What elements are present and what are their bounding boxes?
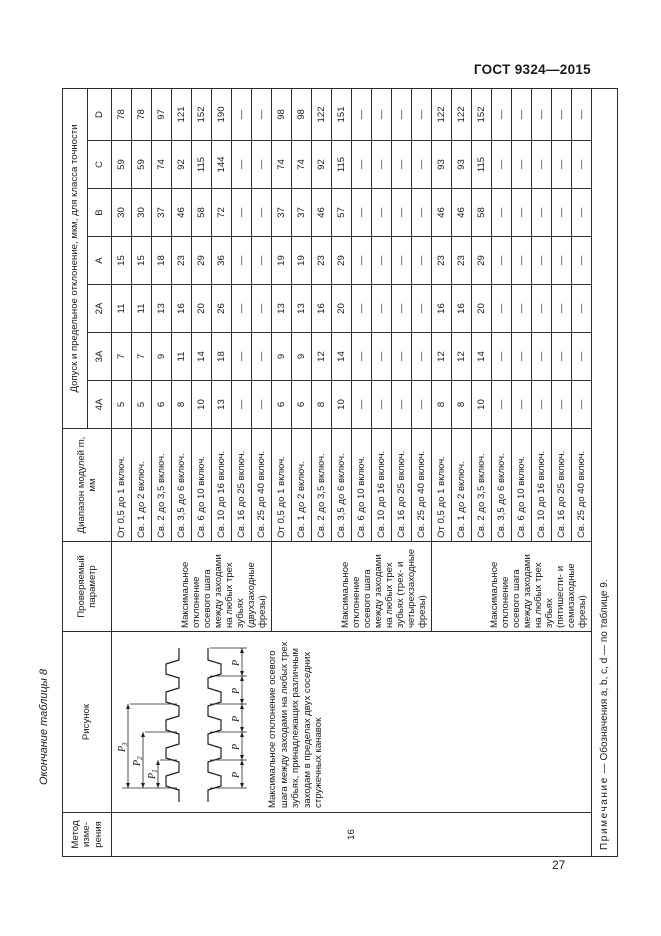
- tolerance-value-cell: —: [252, 381, 272, 429]
- tolerance-value-cell: —: [252, 189, 272, 237]
- tolerance-value-cell: 16: [312, 285, 332, 333]
- tolerance-value-cell: —: [232, 333, 252, 381]
- module-range-cell: Св. 2 до 3,5 включ.: [312, 429, 332, 542]
- label-p: P: [231, 771, 242, 778]
- label-p: P: [231, 659, 242, 666]
- tolerance-value-cell: —: [412, 141, 432, 189]
- tolerance-value-cell: —: [512, 189, 532, 237]
- label-p2: $P_2$: [132, 756, 144, 766]
- tolerance-value-cell: 37: [272, 189, 292, 237]
- tolerance-value-cell: 12: [312, 333, 332, 381]
- module-range-cell: Св. 10 до 16 включ.: [532, 429, 552, 542]
- tolerance-value-cell: —: [512, 381, 532, 429]
- tolerance-value-cell: 74: [272, 141, 292, 189]
- tolerance-value-cell: 6: [292, 381, 312, 429]
- tolerance-value-cell: —: [252, 333, 272, 381]
- tolerance-value-cell: —: [552, 88, 572, 140]
- tolerance-value-cell: —: [512, 333, 532, 381]
- tolerance-table: [62, 88, 618, 857]
- tolerance-value-cell: —: [572, 237, 592, 285]
- tolerance-value-cell: 30: [112, 189, 132, 237]
- tolerance-value-cell: —: [552, 333, 572, 381]
- page-number: 27: [552, 858, 566, 872]
- module-range-cell: Св. 25 до 40 включ.: [412, 429, 432, 542]
- module-range-cell: Св. 10 до 16 включ.: [212, 429, 232, 542]
- tolerance-value-cell: 98: [292, 88, 312, 140]
- arrowheads: [126, 648, 244, 788]
- tolerance-value-cell: —: [372, 237, 392, 285]
- range-column-header: Диапазон модулей m, мм: [63, 429, 112, 542]
- module-range-cell: Св. 2 до 3,5 включ.: [472, 429, 492, 542]
- tolerance-value-cell: —: [512, 237, 532, 285]
- tolerance-value-cell: 15: [112, 237, 132, 285]
- tolerance-value-cell: 10: [192, 381, 212, 429]
- tolerance-value-cell: 121: [172, 88, 192, 140]
- tolerance-value-cell: 14: [192, 333, 212, 381]
- module-range-cell: Св. 6 до 10 включ.: [352, 429, 372, 542]
- tolerance-value-cell: —: [232, 88, 252, 140]
- tolerance-value-cell: 9: [292, 333, 312, 381]
- tolerance-value-cell: —: [572, 141, 592, 189]
- tolerance-value-cell: 98: [272, 88, 292, 140]
- tolerance-value-cell: —: [572, 189, 592, 237]
- tolerance-value-cell: 92: [312, 141, 332, 189]
- tolerance-value-cell: —: [552, 285, 572, 333]
- tolerance-value-cell: —: [352, 333, 372, 381]
- module-range-cell: От 0,5 до 1 включ.: [432, 429, 452, 542]
- tolerance-value-cell: —: [392, 237, 412, 285]
- tolerance-value-cell: —: [512, 88, 532, 140]
- tolerance-value-cell: 9: [272, 333, 292, 381]
- tolerance-value-cell: 46: [452, 189, 472, 237]
- tolerance-value-cell: —: [352, 88, 372, 140]
- tolerance-column-header: Допуск и предельное отклонение, мкм, для класса точности: [63, 88, 88, 428]
- tolerance-value-cell: 13: [292, 285, 312, 333]
- thread-profile-top: [166, 648, 179, 802]
- tolerance-value-cell: 144: [212, 141, 232, 189]
- tolerance-value-cell: —: [532, 285, 552, 333]
- header-row: [63, 88, 88, 856]
- tolerance-value-cell: —: [392, 88, 412, 140]
- tolerance-value-cell: 190: [212, 88, 232, 140]
- tolerance-value-cell: 37: [152, 189, 172, 237]
- tolerance-value-cell: 6: [272, 381, 292, 429]
- tolerance-value-cell: 93: [432, 141, 452, 189]
- tolerance-value-cell: 8: [172, 381, 192, 429]
- tolerance-value-cell: 20: [332, 285, 352, 333]
- tolerance-value-cell: 5: [132, 381, 152, 429]
- tolerance-value-cell: —: [372, 285, 392, 333]
- module-range-cell: Св. 6 до 10 включ.: [512, 429, 532, 542]
- module-range-cell: Св. 6 до 10 включ.: [192, 429, 212, 542]
- tolerance-value-cell: —: [492, 141, 512, 189]
- tolerance-value-cell: —: [372, 88, 392, 140]
- thread-profile-bottom: [208, 648, 221, 802]
- tolerance-value-cell: 19: [292, 237, 312, 285]
- tolerance-value-cell: 18: [212, 333, 232, 381]
- tolerance-value-cell: —: [352, 141, 372, 189]
- class-header-b: В: [88, 189, 112, 237]
- class-header-4a: 4А: [88, 381, 112, 429]
- tolerance-value-cell: 115: [472, 141, 492, 189]
- module-range-cell: Св. 16 до 25 включ.: [232, 429, 252, 542]
- dimension-lines: [128, 648, 242, 788]
- tolerance-value-cell: 57: [332, 189, 352, 237]
- tolerance-value-cell: 16: [452, 285, 472, 333]
- tolerance-value-cell: 6: [152, 381, 172, 429]
- tolerance-value-cell: —: [412, 381, 432, 429]
- tolerance-value-cell: 15: [132, 237, 152, 285]
- module-range-cell: Св. 25 до 40 включ.: [572, 429, 592, 542]
- tolerance-value-cell: 37: [292, 189, 312, 237]
- tolerance-value-cell: 18: [152, 237, 172, 285]
- tolerance-value-cell: 19: [272, 237, 292, 285]
- tolerance-value-cell: —: [572, 333, 592, 381]
- tolerance-value-cell: —: [232, 285, 252, 333]
- tolerance-value-cell: 12: [432, 333, 452, 381]
- tolerance-value-cell: —: [372, 381, 392, 429]
- module-range-cell: От 0,5 до 1 включ.: [272, 429, 292, 542]
- tolerance-value-cell: —: [532, 381, 552, 429]
- tolerance-value-cell: —: [512, 285, 532, 333]
- class-header-c: С: [88, 141, 112, 189]
- class-header-2a: 2А: [88, 285, 112, 333]
- module-range-cell: Св. 25 до 40 включ.: [252, 429, 272, 542]
- figure-caption: Максимальное отклонение осевого шага между заходами на любых трех зубьях, принадлежащих различным заходам в пределах двух соседних стружечных канавок: [267, 641, 325, 808]
- tolerance-value-cell: 14: [472, 333, 492, 381]
- tolerance-value-cell: 7: [112, 333, 132, 381]
- tolerance-value-cell: 78: [132, 88, 152, 140]
- parameter-column-header: Проверяемый параметр: [63, 542, 112, 632]
- label-p3: $P_3$: [117, 742, 129, 752]
- module-range-cell: От 0,5 до 1 включ.: [112, 429, 132, 542]
- extension-lines: [122, 648, 247, 788]
- tolerance-value-cell: —: [232, 189, 252, 237]
- tolerance-value-cell: 8: [432, 381, 452, 429]
- tolerance-value-cell: 78: [112, 88, 132, 140]
- label-p: P: [231, 743, 242, 750]
- tolerance-value-cell: 23: [452, 237, 472, 285]
- tolerance-value-cell: —: [412, 285, 432, 333]
- tolerance-value-cell: —: [492, 189, 512, 237]
- parameter-cell: Максимальное отклонение осевого шага между заходами на любых трех зубьях (двухзаходные фрезы): [112, 542, 272, 632]
- tolerance-value-cell: —: [552, 141, 572, 189]
- tolerance-value-cell: —: [492, 333, 512, 381]
- tolerance-value-cell: —: [392, 333, 412, 381]
- note-row: [592, 88, 618, 856]
- tolerance-value-cell: —: [232, 381, 252, 429]
- tolerance-value-cell: 23: [432, 237, 452, 285]
- tolerance-value-cell: —: [492, 381, 512, 429]
- tolerance-value-cell: 97: [152, 88, 172, 140]
- tolerance-value-cell: —: [532, 237, 552, 285]
- tolerance-value-cell: 20: [472, 285, 492, 333]
- tolerance-value-cell: 16: [172, 285, 192, 333]
- tolerance-value-cell: —: [352, 189, 372, 237]
- tolerance-value-cell: 72: [212, 189, 232, 237]
- tolerance-value-cell: 122: [432, 88, 452, 140]
- tolerance-value-cell: 122: [452, 88, 472, 140]
- tolerance-value-cell: —: [252, 237, 272, 285]
- tolerance-value-cell: 13: [272, 285, 292, 333]
- class-header-a: А: [88, 237, 112, 285]
- table-row: [112, 88, 132, 856]
- tolerance-value-cell: 122: [312, 88, 332, 140]
- module-range-cell: Св. 1 до 2 включ.: [132, 429, 152, 542]
- tolerance-value-cell: 16: [432, 285, 452, 333]
- tolerance-value-cell: 26: [212, 285, 232, 333]
- tolerance-value-cell: —: [492, 237, 512, 285]
- table-note: Примечание — Обозначения a, b, c, d — по таблице 9.: [592, 88, 618, 856]
- tolerance-value-cell: 13: [212, 381, 232, 429]
- tolerance-value-cell: 20: [192, 285, 212, 333]
- tolerance-value-cell: 93: [452, 141, 472, 189]
- tolerance-value-cell: 23: [172, 237, 192, 285]
- tolerance-value-cell: —: [512, 141, 532, 189]
- tolerance-value-cell: —: [392, 381, 412, 429]
- tolerance-value-cell: 59: [112, 141, 132, 189]
- module-range-cell: Св. 16 до 25 включ.: [552, 429, 572, 542]
- tolerance-value-cell: 7: [132, 333, 152, 381]
- tolerance-value-cell: —: [572, 88, 592, 140]
- tolerance-value-cell: 13: [152, 285, 172, 333]
- tolerance-value-cell: —: [232, 237, 252, 285]
- tolerance-value-cell: 10: [332, 381, 352, 429]
- figure-column-header: Рисунок: [63, 632, 112, 813]
- tolerance-value-cell: 29: [472, 237, 492, 285]
- tolerance-value-cell: 151: [332, 88, 352, 140]
- tolerance-value-cell: 12: [452, 333, 472, 381]
- tolerance-value-cell: —: [392, 141, 412, 189]
- tolerance-value-cell: 36: [212, 237, 232, 285]
- class-header-3a: 3А: [88, 333, 112, 381]
- tolerance-value-cell: —: [352, 381, 372, 429]
- module-range-cell: Св. 2 до 3,5 включ.: [152, 429, 172, 542]
- standard-number: ГОСТ 9324—2015: [473, 62, 591, 77]
- module-range-cell: Св. 10 до 16 включ.: [372, 429, 392, 542]
- tolerance-value-cell: —: [572, 285, 592, 333]
- tolerance-value-cell: 92: [172, 141, 192, 189]
- tolerance-value-cell: —: [412, 237, 432, 285]
- rotated-table-wrapper: [62, 89, 610, 857]
- module-range-cell: Св. 1 до 2 включ.: [292, 429, 312, 542]
- tolerance-value-cell: 74: [292, 141, 312, 189]
- tolerance-value-cell: 5: [112, 381, 132, 429]
- tolerance-value-cell: 46: [172, 189, 192, 237]
- tolerance-value-cell: —: [532, 189, 552, 237]
- tolerance-value-cell: 11: [172, 333, 192, 381]
- tolerance-value-cell: —: [392, 189, 412, 237]
- module-range-cell: Св. 3,5 до 6 включ.: [172, 429, 192, 542]
- tolerance-value-cell: 29: [332, 237, 352, 285]
- tolerance-value-cell: —: [552, 189, 572, 237]
- tolerance-value-cell: —: [232, 141, 252, 189]
- tolerance-value-cell: 152: [472, 88, 492, 140]
- class-header-d: D: [88, 88, 112, 140]
- tolerance-value-cell: 58: [192, 189, 212, 237]
- thread-profile-figure: [112, 636, 262, 808]
- tolerance-value-cell: —: [492, 285, 512, 333]
- tolerance-value-cell: 59: [132, 141, 152, 189]
- tolerance-value-cell: —: [552, 237, 572, 285]
- tolerance-value-cell: —: [412, 88, 432, 140]
- tolerance-value-cell: —: [372, 333, 392, 381]
- tolerance-value-cell: 46: [312, 189, 332, 237]
- label-p1: $P_1$: [147, 769, 159, 779]
- tolerance-value-cell: —: [532, 333, 552, 381]
- tolerance-value-cell: 23: [312, 237, 332, 285]
- tolerance-value-cell: 115: [192, 141, 212, 189]
- tolerance-value-cell: 46: [432, 189, 452, 237]
- tolerance-value-cell: 74: [152, 141, 172, 189]
- tolerance-value-cell: —: [492, 88, 512, 140]
- tolerance-value-cell: 14: [332, 333, 352, 381]
- method-number: 16: [112, 813, 592, 857]
- tolerance-value-cell: 10: [472, 381, 492, 429]
- tolerance-value-cell: —: [532, 88, 552, 140]
- tolerance-value-cell: —: [372, 141, 392, 189]
- tolerance-value-cell: —: [372, 189, 392, 237]
- tolerance-value-cell: —: [252, 141, 272, 189]
- tolerance-value-cell: —: [532, 141, 552, 189]
- parameter-cell: Максимальное отклонение осевого шага между заходами на любых трех зубьях (пятишести- и семизаходные фрезы): [432, 542, 592, 632]
- tolerance-value-cell: —: [352, 285, 372, 333]
- module-range-cell: Св. 3,5 до 6 включ.: [332, 429, 352, 542]
- tolerance-value-cell: —: [552, 381, 572, 429]
- tolerance-value-cell: 11: [132, 285, 152, 333]
- method-column-header: Метод изме- рения: [63, 813, 112, 857]
- module-range-cell: Св. 3,5 до 6 включ.: [492, 429, 512, 542]
- parameter-cell: Максимальное отклонение осевого шага между заходами на любых трех зубьях (трех- и четырехзаходные фрезы): [272, 542, 432, 632]
- tolerance-value-cell: 11: [112, 285, 132, 333]
- tolerance-value-cell: —: [412, 189, 432, 237]
- tolerance-value-cell: 8: [312, 381, 332, 429]
- tolerance-value-cell: —: [352, 237, 372, 285]
- tolerance-value-cell: 58: [472, 189, 492, 237]
- module-range-cell: Св. 1 до 2 включ.: [452, 429, 472, 542]
- tolerance-value-cell: 115: [332, 141, 352, 189]
- tolerance-value-cell: 8: [452, 381, 472, 429]
- figure-cell: [112, 632, 592, 813]
- tolerance-value-cell: 152: [192, 88, 212, 140]
- tolerance-value-cell: 9: [152, 333, 172, 381]
- tolerance-value-cell: 29: [192, 237, 212, 285]
- module-range-cell: Св. 16 до 25 включ.: [392, 429, 412, 542]
- tolerance-value-cell: —: [572, 381, 592, 429]
- tolerance-value-cell: —: [252, 88, 272, 140]
- tolerance-value-cell: —: [252, 285, 272, 333]
- label-p: P: [231, 715, 242, 722]
- label-p: P: [231, 687, 242, 694]
- tolerance-value-cell: 30: [132, 189, 152, 237]
- tolerance-value-cell: —: [412, 333, 432, 381]
- tolerance-value-cell: —: [392, 285, 412, 333]
